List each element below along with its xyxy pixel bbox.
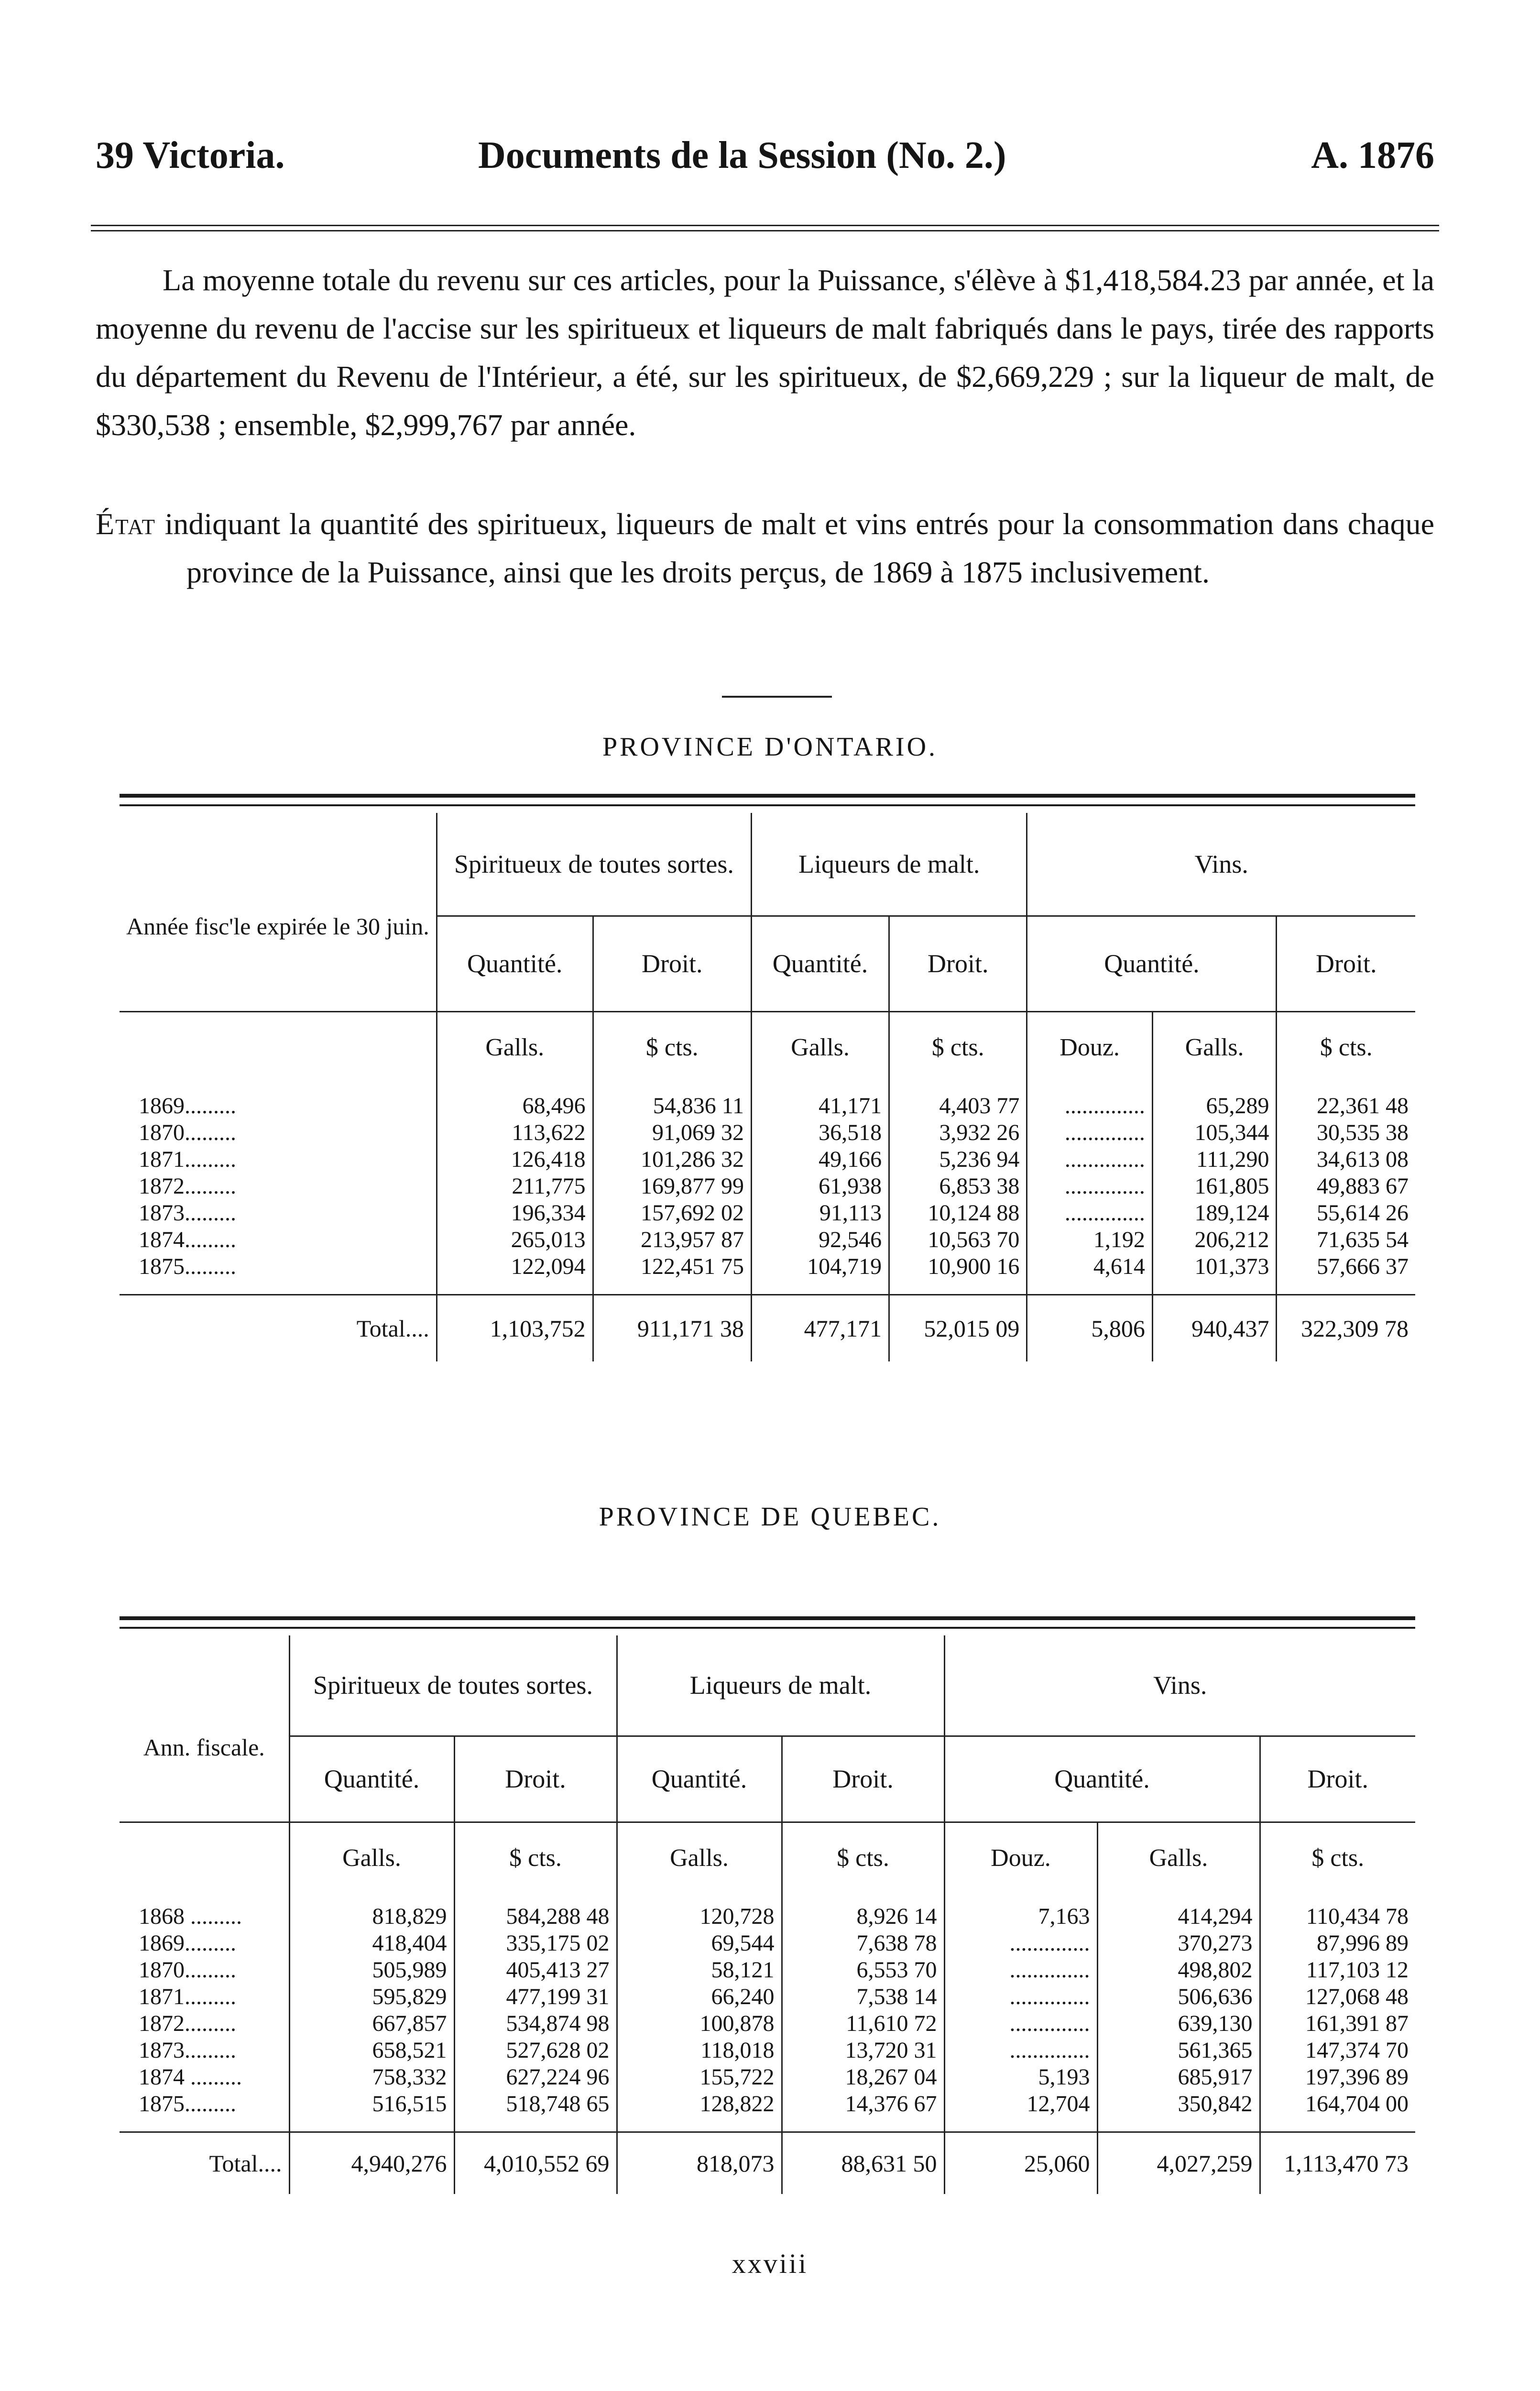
ontario-unit-galls: Galls.: [751, 1011, 889, 1083]
ontario-data-cell: 36,518: [751, 1119, 889, 1146]
quebec-data-cell: 100,878: [617, 2010, 782, 2037]
ontario-data-cell: 189,124: [1152, 1200, 1277, 1227]
ontario-data-cell: 161,805: [1152, 1173, 1277, 1200]
quebec-table-row: [120, 1957, 1415, 1984]
ontario-year-cell: 1871.........: [139, 1147, 236, 1172]
quebec-data-cell: ..............: [944, 2037, 1097, 2064]
ontario-year-cell: 1872.........: [139, 1174, 236, 1199]
ontario-year-cell: 1873.........: [139, 1200, 236, 1226]
ontario-year-header: Année fisc'le expirée le 30 juin.: [126, 912, 429, 940]
quebec-malt-duty-header: Droit.: [782, 1736, 944, 1822]
ontario-malt-header: Liqueurs de malt.: [751, 813, 1027, 916]
ontario-data-cell: ..............: [1027, 1146, 1152, 1173]
state-paragraph-block: [96, 500, 1434, 596]
ontario-data-cell: 10,563 70: [889, 1227, 1027, 1253]
ontario-data-cell: ..............: [1027, 1200, 1152, 1227]
state-lead-word: État: [96, 507, 156, 541]
ontario-data-cell: 104,719: [751, 1253, 889, 1280]
ontario-data-cell: 34,613 08: [1277, 1146, 1415, 1173]
header-double-rule: [91, 225, 1439, 231]
ontario-table-row: [120, 1173, 1415, 1200]
running-head-year: A. 1876: [1311, 134, 1434, 176]
quebec-data-cell: 69,544: [617, 1930, 782, 1957]
ontario-table-row: [120, 1119, 1415, 1146]
ontario-spirits-duty-header: Droit.: [593, 916, 751, 1011]
ontario-spacer-cell: [1277, 1280, 1415, 1294]
quebec-data-table: [120, 1635, 1415, 2194]
quebec-total-cell: 818,073: [617, 2132, 782, 2194]
quebec-top-rule: [120, 1616, 1415, 1629]
state-paragraph-text: indiquant la quantité des spiritueux, liqueurs de malt et vins entrés pour la consommation dans chaque province de la Puissance, ainsi que les droits perçus, de 1869 à 1875 inclusivement.: [155, 507, 1434, 589]
quebec-total-cell: 1,113,470 73: [1260, 2132, 1415, 2194]
quebec-table-row: [120, 1894, 1415, 1930]
quebec-data-cell: 161,391 87: [1260, 2010, 1415, 2037]
quebec-data-cell: ..............: [944, 1984, 1097, 2010]
ontario-data-cell: 213,957 87: [593, 1227, 751, 1253]
section-separator-rule: [722, 696, 832, 698]
intro-paragraph: La moyenne totale du revenu sur ces articles, pour la Puissance, s'élève à $1,418,584.23 par année, et la moyenne du revenu de l'accise sur les spiritueux et liqueurs de malt fabriqués dans le pays, tirée des rapports du département du Revenu de l'Intérieur, a été, sur les spiritueux, de $2,669,229 ; sur la liqueur de malt, de $330,538 ; ensemble, $2,999,767 par année.: [96, 263, 1434, 442]
quebec-spirits-duty-header: Droit.: [454, 1736, 617, 1822]
quebec-data-cell: 7,163: [944, 1894, 1097, 1930]
ontario-malt-duty-header: Droit.: [889, 916, 1027, 1011]
quebec-wines-quantity-header: Quantité.: [944, 1736, 1260, 1822]
ontario-data-cell: 122,094: [437, 1253, 593, 1280]
ontario-spacer-cell: [889, 1280, 1027, 1294]
quebec-table: [120, 1616, 1415, 2238]
ontario-data-cell: 196,334: [437, 1200, 593, 1227]
ontario-data-cell: ..............: [1027, 1119, 1152, 1146]
quebec-total-cell: 4,940,276: [289, 2132, 454, 2194]
quebec-data-cell: 584,288 48: [454, 1894, 617, 1930]
state-paragraph: [96, 500, 1434, 596]
ontario-rows-spacer: [120, 1280, 1415, 1294]
quebec-spacer-cell: [782, 2117, 944, 2132]
quebec-data-cell: 197,396 89: [1260, 2064, 1415, 2091]
quebec-unit-galls: Galls.: [1097, 1822, 1260, 1894]
quebec-total-cell: 25,060: [944, 2132, 1097, 2194]
ontario-table-row: [120, 1227, 1415, 1253]
ontario-year-cell: 1869.........: [139, 1093, 236, 1119]
ontario-total-cell: 322,309 78: [1277, 1294, 1415, 1361]
ontario-spacer-cell: [1152, 1280, 1277, 1294]
ontario-total-cell: 940,437: [1152, 1294, 1277, 1361]
quebec-data-cell: 14,376 67: [782, 2091, 944, 2117]
quebec-table-row: [120, 2037, 1415, 2064]
ontario-data-cell: 55,614 26: [1277, 1200, 1415, 1227]
quebec-data-cell: 506,636: [1097, 1984, 1260, 2010]
quebec-wines-header: Vins.: [944, 1635, 1415, 1736]
ontario-unit-dozens: Douz.: [1027, 1011, 1152, 1083]
ontario-data-cell: 6,853 38: [889, 1173, 1027, 1200]
ontario-data-cell: 1,192: [1027, 1227, 1152, 1253]
quebec-unit-dollars: $ cts.: [782, 1822, 944, 1894]
ontario-data-cell: 49,166: [751, 1146, 889, 1173]
quebec-data-cell: 18,267 04: [782, 2064, 944, 2091]
ontario-data-cell: 68,496: [437, 1083, 593, 1119]
quebec-data-cell: 147,374 70: [1260, 2037, 1415, 2064]
ontario-table-row: [120, 1200, 1415, 1227]
ontario-total-cell: 477,171: [751, 1294, 889, 1361]
quebec-spacer-cell: [120, 2117, 289, 2132]
quebec-data-cell: 127,068 48: [1260, 1984, 1415, 2010]
quebec-malt-quantity-header: Quantité.: [617, 1736, 782, 1822]
quebec-data-cell: 518,748 65: [454, 2091, 617, 2117]
quebec-year-cell: 1875.........: [139, 2091, 236, 2117]
ontario-data-cell: 5,236 94: [889, 1146, 1027, 1173]
quebec-wines-duty-header: Droit.: [1260, 1736, 1415, 1822]
ontario-data-cell: 61,938: [751, 1173, 889, 1200]
intro-paragraph-block: [96, 256, 1434, 449]
quebec-year-cell: 1869.........: [139, 1930, 236, 1956]
ontario-year-cell: 1870.........: [139, 1120, 236, 1145]
quebec-table-row: [120, 2010, 1415, 2037]
quebec-data-cell: 87,996 89: [1260, 1930, 1415, 1957]
quebec-data-cell: 370,273: [1097, 1930, 1260, 1957]
quebec-unit-dozens: Douz.: [944, 1822, 1097, 1894]
quebec-data-cell: 155,722: [617, 2064, 782, 2091]
quebec-spacer-cell: [617, 2117, 782, 2132]
quebec-table-row: [120, 1930, 1415, 1957]
running-head-title: Documents de la Session (No. 2.): [478, 134, 1006, 176]
quebec-unit-galls: Galls.: [617, 1822, 782, 1894]
quebec-data-cell: 13,720 31: [782, 2037, 944, 2064]
ontario-data-cell: 122,451 75: [593, 1253, 751, 1280]
quebec-unit-blank: [120, 1822, 289, 1894]
quebec-data-cell: 350,842: [1097, 2091, 1260, 2117]
running-head: [96, 129, 1434, 182]
quebec-total-cell: 4,027,259: [1097, 2132, 1260, 2194]
ontario-total-cell: 911,171 38: [593, 1294, 751, 1361]
ontario-data-cell: 10,900 16: [889, 1253, 1027, 1280]
ontario-data-cell: 113,622: [437, 1119, 593, 1146]
ontario-rows: [120, 1083, 1415, 1294]
ontario-data-cell: 10,124 88: [889, 1200, 1027, 1227]
ontario-data-cell: 3,932 26: [889, 1119, 1027, 1146]
quebec-data-cell: 6,553 70: [782, 1957, 944, 1984]
quebec-data-cell: 527,628 02: [454, 2037, 617, 2064]
quebec-data-cell: 128,822: [617, 2091, 782, 2117]
ontario-data-cell: 101,286 32: [593, 1146, 751, 1173]
quebec-year-cell: 1874 .........: [139, 2064, 242, 2090]
quebec-data-cell: 477,199 31: [454, 1984, 617, 2010]
ontario-data-cell: 111,290: [1152, 1146, 1277, 1173]
quebec-year-cell: 1870.........: [139, 1957, 236, 1983]
ontario-data-cell: 105,344: [1152, 1119, 1277, 1146]
quebec-data-cell: 818,829: [289, 1894, 454, 1930]
quebec-data-cell: 414,294: [1097, 1894, 1260, 1930]
ontario-table-row: [120, 1253, 1415, 1280]
quebec-data-cell: ..............: [944, 1930, 1097, 1957]
quebec-table-row: [120, 2091, 1415, 2117]
quebec-unit-dollars: $ cts.: [454, 1822, 617, 1894]
quebec-data-cell: 7,538 14: [782, 1984, 944, 2010]
quebec-year-header: Ann. fiscale.: [143, 1734, 265, 1761]
quebec-data-cell: 418,404: [289, 1930, 454, 1957]
ontario-data-cell: 91,113: [751, 1200, 889, 1227]
quebec-data-cell: 685,917: [1097, 2064, 1260, 2091]
quebec-malt-header: Liqueurs de malt.: [617, 1635, 944, 1736]
quebec-section-title: PROVINCE DE QUEBEC.: [599, 1502, 941, 1532]
ontario-data-cell: 211,775: [437, 1173, 593, 1200]
quebec-data-cell: 7,638 78: [782, 1930, 944, 1957]
ontario-data-cell: 54,836 11: [593, 1083, 751, 1119]
ontario-unit-dollars: $ cts.: [593, 1011, 751, 1083]
ontario-wines-quantity-header: Quantité.: [1027, 916, 1277, 1011]
ontario-data-cell: 65,289: [1152, 1083, 1277, 1119]
quebec-data-cell: 561,365: [1097, 2037, 1260, 2064]
ontario-spacer-cell: [1027, 1280, 1152, 1294]
ontario-data-cell: 4,403 77: [889, 1083, 1027, 1119]
quebec-unit-galls: Galls.: [289, 1822, 454, 1894]
ontario-unit-galls: Galls.: [437, 1011, 593, 1083]
ontario-unit-blank: [120, 1011, 437, 1083]
ontario-spirits-header: Spiritueux de toutes sortes.: [437, 813, 751, 916]
ontario-total-cell: 1,103,752: [437, 1294, 593, 1361]
quebec-unit-dollars: $ cts.: [1260, 1822, 1415, 1894]
quebec-data-cell: 505,989: [289, 1957, 454, 1984]
ontario-total-label: Total....: [120, 1294, 437, 1361]
quebec-data-cell: 405,413 27: [454, 1957, 617, 1984]
quebec-data-cell: 120,728: [617, 1894, 782, 1930]
ontario-data-cell: ..............: [1027, 1083, 1152, 1119]
ontario-data-cell: 265,013: [437, 1227, 593, 1253]
ontario-data-cell: 101,373: [1152, 1253, 1277, 1280]
quebec-total-cell: 4,010,552 69: [454, 2132, 617, 2194]
quebec-data-cell: ..............: [944, 2010, 1097, 2037]
ontario-spacer-cell: [120, 1280, 437, 1294]
ontario-section-title: PROVINCE D'ONTARIO.: [602, 732, 938, 762]
quebec-data-cell: 639,130: [1097, 2010, 1260, 2037]
quebec-data-cell: 667,857: [289, 2010, 454, 2037]
quebec-year-cell: 1868 .........: [139, 1904, 242, 1929]
quebec-data-cell: 658,521: [289, 2037, 454, 2064]
quebec-data-cell: 118,018: [617, 2037, 782, 2064]
ontario-spacer-cell: [751, 1280, 889, 1294]
quebec-data-cell: ..............: [944, 1957, 1097, 1984]
ontario-data-cell: 169,877 99: [593, 1173, 751, 1200]
quebec-data-cell: 534,874 98: [454, 2010, 617, 2037]
quebec-table-row: [120, 1984, 1415, 2010]
quebec-data-cell: 758,332: [289, 2064, 454, 2091]
quebec-spacer-cell: [944, 2117, 1097, 2132]
ontario-wines-duty-header: Droit.: [1277, 916, 1415, 1011]
ontario-data-cell: 91,069 32: [593, 1119, 751, 1146]
ontario-total-cell: 5,806: [1027, 1294, 1152, 1361]
quebec-data-cell: 164,704 00: [1260, 2091, 1415, 2117]
quebec-data-cell: 110,434 78: [1260, 1894, 1415, 1930]
page-folio: xxviii: [732, 2248, 808, 2279]
ontario-data-cell: 41,171: [751, 1083, 889, 1119]
ontario-year-cell: 1874.........: [139, 1227, 236, 1252]
ontario-unit-galls: Galls.: [1152, 1011, 1277, 1083]
ontario-data-cell: 126,418: [437, 1146, 593, 1173]
quebec-total-label: Total....: [120, 2132, 289, 2194]
ontario-data-cell: 30,535 38: [1277, 1119, 1415, 1146]
ontario-data-cell: ..............: [1027, 1173, 1152, 1200]
ontario-wines-header: Vins.: [1027, 813, 1415, 916]
quebec-rows-spacer: [120, 2117, 1415, 2132]
quebec-year-cell: 1873.........: [139, 2038, 236, 2063]
quebec-data-cell: 8,926 14: [782, 1894, 944, 1930]
quebec-data-cell: 5,193: [944, 2064, 1097, 2091]
ontario-malt-quantity-header: Quantité.: [751, 916, 889, 1011]
ontario-table-row: [120, 1146, 1415, 1173]
ontario-data-cell: 49,883 67: [1277, 1173, 1415, 1200]
ontario-data-cell: 4,614: [1027, 1253, 1152, 1280]
quebec-spirits-header: Spiritueux de toutes sortes.: [289, 1635, 617, 1736]
ontario-data-cell: 71,635 54: [1277, 1227, 1415, 1253]
quebec-spacer-cell: [454, 2117, 617, 2132]
quebec-data-cell: 12,704: [944, 2091, 1097, 2117]
quebec-total-cell: 88,631 50: [782, 2132, 944, 2194]
quebec-data-cell: 498,802: [1097, 1957, 1260, 1984]
ontario-data-cell: 206,212: [1152, 1227, 1277, 1253]
quebec-data-cell: 58,121: [617, 1957, 782, 1984]
quebec-year-cell: 1871.........: [139, 1984, 236, 2009]
ontario-table: [120, 794, 1415, 1415]
running-head-volume: 39 Victoria.: [96, 134, 285, 176]
ontario-data-cell: 92,546: [751, 1227, 889, 1253]
ontario-unit-dollars: $ cts.: [889, 1011, 1027, 1083]
ontario-spirits-quantity-header: Quantité.: [437, 916, 593, 1011]
ontario-year-cell: 1875.........: [139, 1254, 236, 1279]
ontario-data-cell: 157,692 02: [593, 1200, 751, 1227]
ontario-spacer-cell: [437, 1280, 593, 1294]
quebec-data-cell: 117,103 12: [1260, 1957, 1415, 1984]
quebec-rows: [120, 1894, 1415, 2132]
quebec-data-cell: 627,224 96: [454, 2064, 617, 2091]
quebec-spacer-cell: [1097, 2117, 1260, 2132]
ontario-table-row: [120, 1083, 1415, 1119]
quebec-data-cell: 516,515: [289, 2091, 454, 2117]
quebec-spirits-quantity-header: Quantité.: [289, 1736, 454, 1822]
ontario-unit-dollars: $ cts.: [1277, 1011, 1415, 1083]
quebec-year-cell: 1872.........: [139, 2011, 236, 2036]
quebec-data-cell: 595,829: [289, 1984, 454, 2010]
ontario-data-cell: 22,361 48: [1277, 1083, 1415, 1119]
quebec-data-cell: 11,610 72: [782, 2010, 944, 2037]
ontario-spacer-cell: [593, 1280, 751, 1294]
quebec-spacer-cell: [1260, 2117, 1415, 2132]
ontario-data-table: [120, 813, 1415, 1361]
quebec-data-cell: 66,240: [617, 1984, 782, 2010]
quebec-spacer-cell: [289, 2117, 454, 2132]
quebec-table-row: [120, 2064, 1415, 2091]
ontario-top-rule: [120, 794, 1415, 806]
ontario-total-cell: 52,015 09: [889, 1294, 1027, 1361]
quebec-data-cell: 335,175 02: [454, 1930, 617, 1957]
ontario-data-cell: 57,666 37: [1277, 1253, 1415, 1280]
